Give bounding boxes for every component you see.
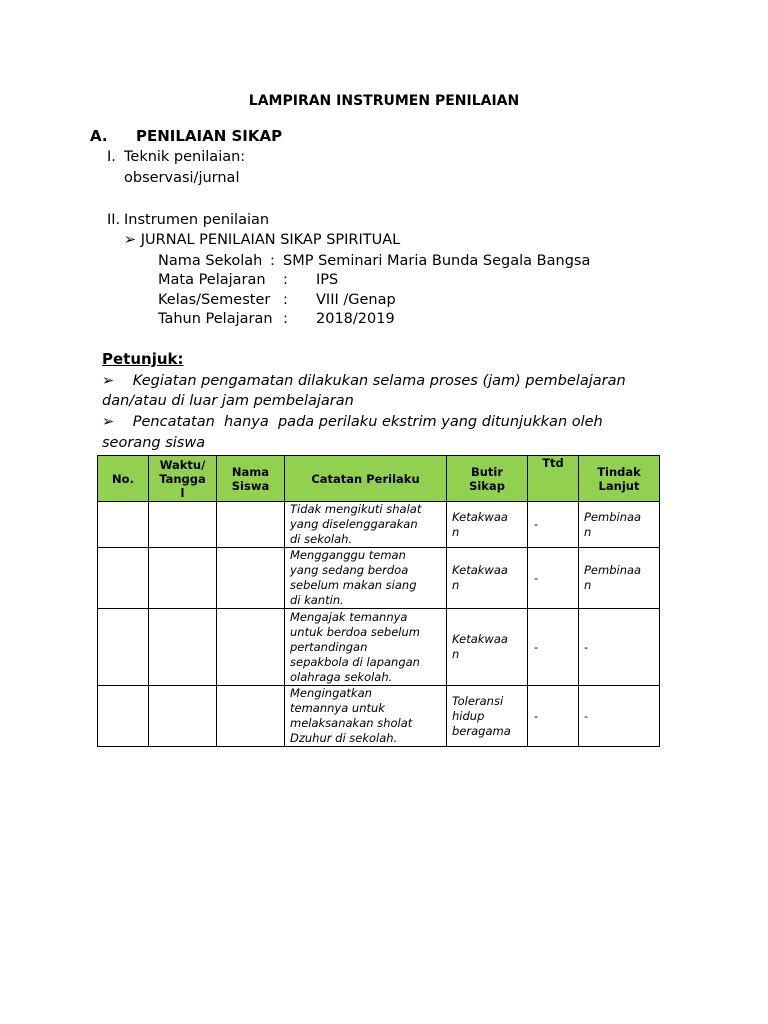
info-value-year: 2018/2019 (316, 311, 395, 327)
cell-catatan: Mengingatkan temannya untuk melaksanakan sholat Dzuhur di sekolah. (285, 686, 447, 747)
cell-waktu (149, 609, 217, 686)
info-sep-year: : (283, 311, 288, 327)
arrow-bullet-icon: ➢ (102, 414, 115, 430)
petunjuk-title: Petunjuk: (102, 350, 184, 368)
cell-butir: Toleransi hidup beragama (447, 686, 528, 747)
journal-heading (124, 232, 400, 248)
cell-butir: Ketakwaa n (447, 502, 528, 548)
info-value-school: SMP Seminari Maria Bunda Segala Bangsa (283, 253, 591, 269)
cell-waktu (149, 502, 217, 548)
section-a-title: PENILAIAN SIKAP (136, 127, 283, 145)
header-tindak-lanjut: Tindak Lanjut (579, 456, 660, 502)
petunjuk-item-1-line1: Kegiatan pengamatan dilakukan selama proses (jam) pembelajaran (132, 373, 626, 389)
info-label-class: Kelas/Semester (158, 292, 271, 308)
header-butir-sikap: Butir Sikap (447, 456, 528, 502)
table-row (98, 502, 660, 548)
cell-tindak: - (579, 686, 660, 747)
cell-waktu (149, 686, 217, 747)
cell-nama (217, 609, 285, 686)
arrow-bullet-icon: ➢ (124, 232, 137, 248)
item-1-number: I. (107, 149, 116, 165)
header-nama-siswa: Nama Siswa (217, 456, 285, 502)
section-a-number: A. (90, 127, 108, 145)
cell-ttd: - (528, 502, 579, 548)
petunjuk-item-2-line2: seorang siswa (102, 435, 206, 451)
journal-heading-text: JURNAL PENILAIAN SIKAP SPIRITUAL (140, 232, 401, 248)
item-2-label: Instrumen penilaian (124, 212, 270, 228)
cell-no (98, 502, 149, 548)
cell-butir: Ketakwaa n (447, 609, 528, 686)
cell-waktu (149, 548, 217, 609)
cell-nama (217, 686, 285, 747)
header-waktu: Waktu/ Tangga l (149, 456, 217, 502)
journal-table (97, 455, 660, 747)
cell-no (98, 609, 149, 686)
header-ttd: Ttd (528, 456, 579, 502)
info-value-subject: IPS (316, 272, 339, 288)
cell-ttd: - (528, 548, 579, 609)
table-header-row (98, 456, 660, 502)
petunjuk-item-1-line2: dan/atau di luar jam pembelajaran (102, 393, 354, 409)
item-1-label: Teknik penilaian: (124, 149, 246, 165)
cell-no (98, 686, 149, 747)
cell-tindak: - (579, 609, 660, 686)
item-1-value: observasi/jurnal (124, 170, 240, 186)
cell-butir: Ketakwaa n (447, 548, 528, 609)
petunjuk-item-2-line1: Pencatatan hanya pada perilaku ekstrim yang ditunjukkan oleh (132, 414, 603, 430)
info-label-school: Nama Sekolah (158, 253, 263, 269)
info-sep-class: : (283, 292, 288, 308)
info-label-year: Tahun Pelajaran (158, 311, 273, 327)
arrow-bullet-icon: ➢ (102, 373, 115, 389)
cell-catatan: Mengganggu teman yang sedang berdoa sebelum makan siang di kantin. (285, 548, 447, 609)
table-row (98, 686, 660, 747)
table-row (98, 548, 660, 609)
cell-tindak: Pembinaa n (579, 502, 660, 548)
cell-nama (217, 548, 285, 609)
document-title: LAMPIRAN INSTRUMEN PENILAIAN (248, 93, 520, 109)
cell-ttd: - (528, 686, 579, 747)
info-sep-school: : (270, 253, 275, 269)
petunjuk-item-1 (102, 373, 626, 389)
info-value-class: VIII /Genap (316, 292, 396, 308)
item-2-number: II. (107, 212, 121, 228)
cell-catatan: Mengajak temannya untuk berdoa sebelum pertandingan sepakbola di lapangan olahraga sekolah. (285, 609, 447, 686)
cell-nama (217, 502, 285, 548)
cell-ttd: - (528, 609, 579, 686)
header-catatan: Catatan Perilaku (285, 456, 447, 502)
cell-catatan: Tidak mengikuti shalat yang diselenggarakan di sekolah. (285, 502, 447, 548)
cell-tindak: Pembinaa n (579, 548, 660, 609)
info-sep-subject: : (283, 272, 288, 288)
info-label-subject: Mata Pelajaran (158, 272, 266, 288)
cell-no (98, 548, 149, 609)
petunjuk-item-2 (102, 414, 603, 430)
header-no: No. (98, 456, 149, 502)
table-row (98, 609, 660, 686)
